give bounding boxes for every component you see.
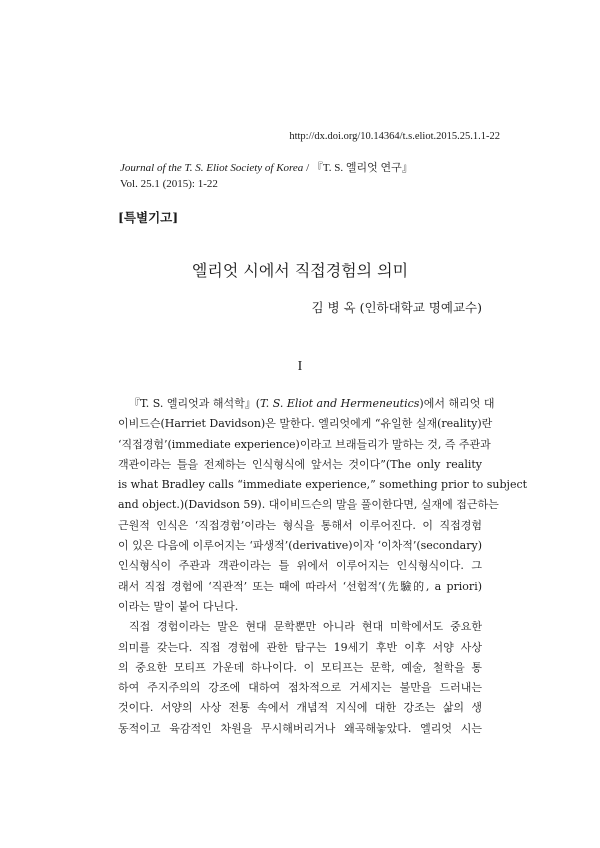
journal-name-korean: / 『T. S. 엘리엇 연구』 xyxy=(303,162,413,174)
text-line: 이라는 말이 붙어 다닌다. xyxy=(118,599,239,613)
doi-link[interactable]: http://dx.doi.org/10.14364/t.s.eliot.2015.25.1.1-22 xyxy=(289,131,500,142)
text-line: 직접 경험이라는 말은 현대 문학뿐만 아니라 현대 미학에서도 중요한 xyxy=(129,620,482,634)
article-category: [특별기고] xyxy=(118,210,179,225)
text-line: 이 있은 다음에 이루어지는 ‘파생적’(derivative)이자 ‘이차적’(secondary) xyxy=(118,539,482,553)
journal-volume: Vol. 25.1 (2015): 1-22 xyxy=(120,178,218,190)
text-line: 객관이라는 틀을 전제하는 인식형식에 앞서는 것이다”(The only reality xyxy=(118,457,482,471)
article-title: 엘리엇 시에서 직접경험의 의미 xyxy=(191,261,409,280)
section-number: I xyxy=(297,359,303,374)
text-line: 의미를 갖는다. 직접 경험에 관한 탐구는 19세기 후반 이후 서양 사상 xyxy=(118,640,482,654)
text-line: 인식형식이 주관과 객관이라는 틀 위에서 이루어지는 인식형식이다. 그 xyxy=(118,559,482,573)
text-line: 것이다. 서양의 사상 전통 속에서 개념적 지식에 대한 강조는 삶의 생 xyxy=(118,701,482,715)
paragraph xyxy=(118,617,482,739)
text-line: 『T. S. 엘리엇과 해석학』(T. S. Eliot and Hermeneutics)에서 해리엇 대 xyxy=(129,397,495,410)
text-line: 의 중요한 모티프 가운데 하나이다. 이 모티프는 문학, 예술, 철학을 통 xyxy=(118,660,482,674)
text-line: and object.)(Davidson 59). 대이비드슨의 말을 풀이한다면, 실재에 접근하는 xyxy=(118,498,499,512)
text-line: 이비드슨(Harriet Davidson)은 말한다. 엘리엇에게 “유일한 실재(reality)란 xyxy=(118,417,493,431)
book-title-italic: T. S. Eliot and Hermeneutics xyxy=(260,397,420,410)
journal-citation xyxy=(120,160,520,192)
text-line: is what Bradley calls “immediate experience,” something prior to subject xyxy=(118,478,528,492)
text-line: 하여 주지주의의 강조에 대하여 점차적으로 거세지는 불만을 드러내는 xyxy=(118,681,482,695)
text-line: 근원적 인식은 ‘직접경험’이라는 형식을 통해서 이루어진다. 이 직접경험 xyxy=(118,518,482,532)
article-body xyxy=(118,394,528,739)
text-line: 동적이고 육감적인 차원을 무시해버리거나 왜곡해놓았다. 엘리엇 시는 xyxy=(118,721,482,735)
text-line: 래서 직접 경험에 ‘직관적’ 또는 때에 따라서 ‘선험적’(先驗的, a priori) xyxy=(118,579,483,593)
journal-name: Journal of the T. S. Eliot Society of Korea xyxy=(120,162,304,174)
text-line: ‘직접경험’(immediate experience)이라고 브래들리가 말하는 것, 즉 주관과 xyxy=(118,437,491,451)
paragraph xyxy=(118,394,528,617)
article-author: 김 병 옥 (인하대학교 명예교수) xyxy=(311,300,482,315)
